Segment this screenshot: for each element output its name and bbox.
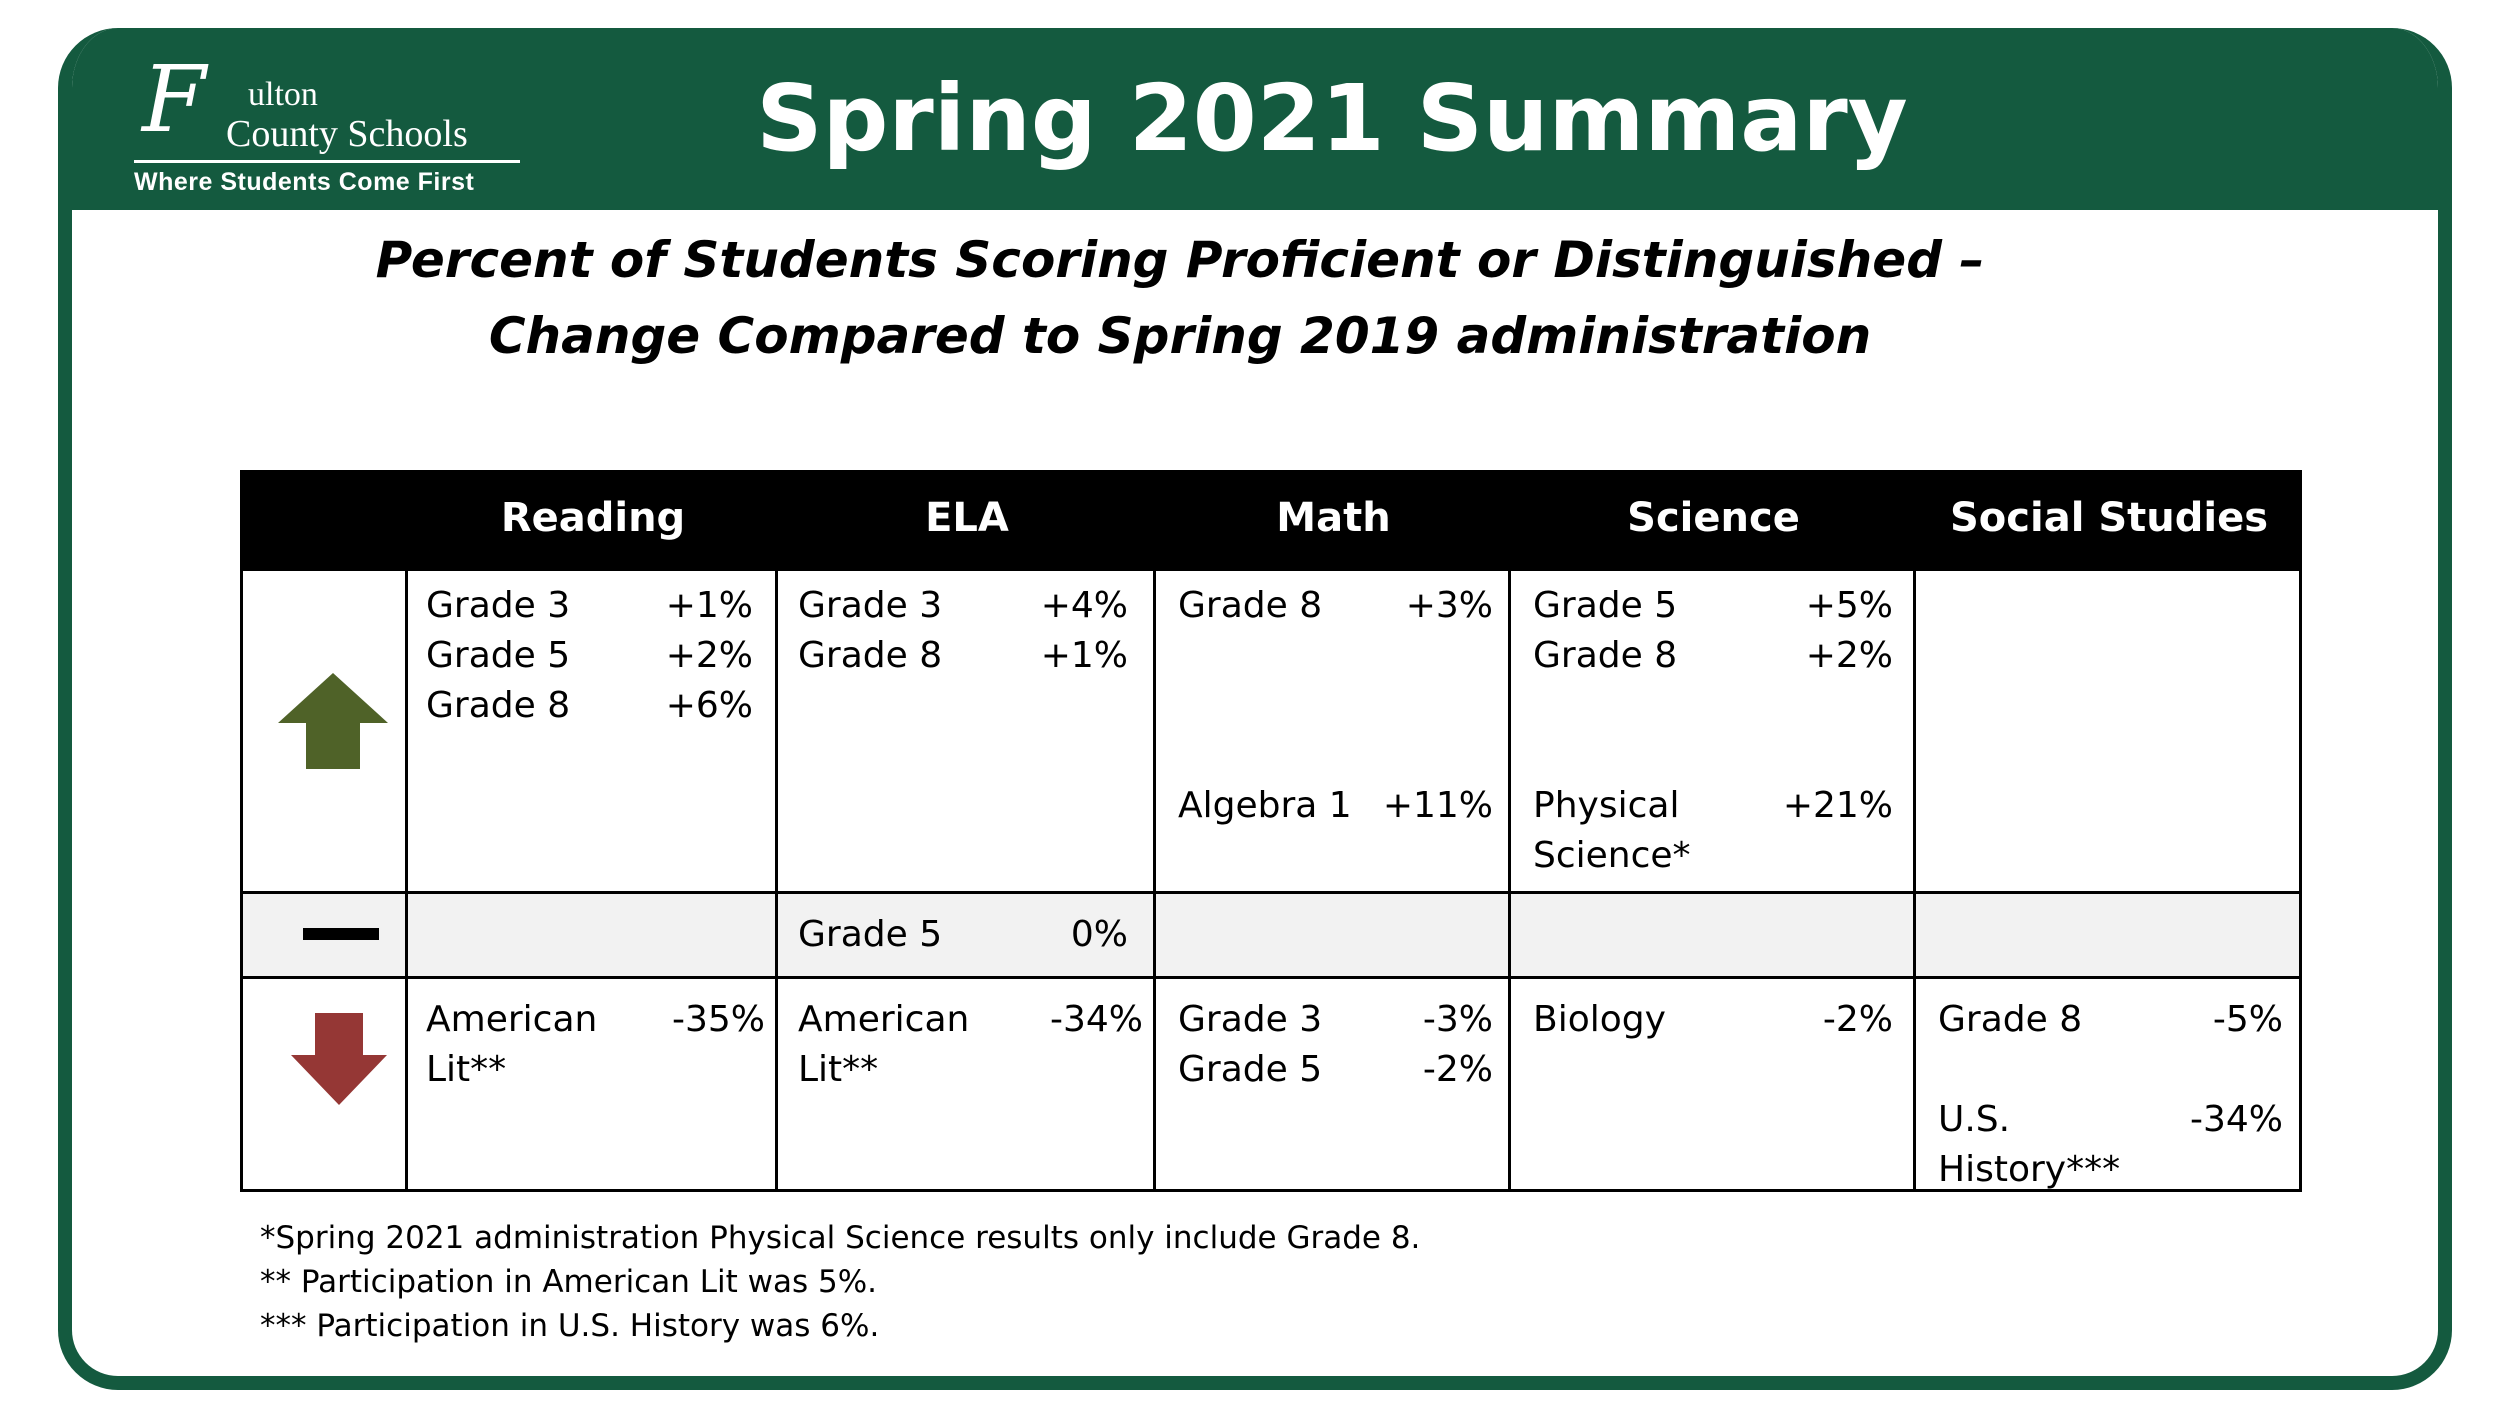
reading-up-label: Grade 5 (426, 635, 571, 676)
ela-no-change-label: Grade 5 (798, 914, 943, 955)
logo-rule (134, 160, 520, 163)
footnote: ** Participation in American Lit was 5%. (260, 1264, 878, 1300)
row-divider (243, 891, 2299, 894)
science-down-label: Biology (1533, 999, 1666, 1040)
subtitle-line-1: Percent of Students Scoring Proficient or Distinguished – (375, 231, 1985, 289)
science-up-label: Physical (1533, 785, 1680, 826)
reading-down-label: American (426, 999, 598, 1040)
reading-down-value: -35% (671, 999, 765, 1040)
science-up-label: Grade 8 (1533, 635, 1678, 676)
footnote: *** Participation in U.S. History was 6%. (260, 1308, 880, 1344)
reading-up-value: +6% (665, 685, 753, 726)
logo-line-1: ulton (248, 76, 318, 113)
math-up-label: Grade 8 (1178, 585, 1323, 626)
science-down-value: -2% (1822, 999, 1893, 1040)
reading-up-value: +2% (665, 635, 753, 676)
footnotes (260, 1216, 2160, 1348)
social-studies-down-value: -34% (2189, 1099, 2283, 1140)
row-divider (243, 976, 2299, 979)
science-up-value: +2% (1805, 635, 1893, 676)
reading-up-value: +1% (665, 585, 753, 626)
logo-letter: F (142, 46, 206, 153)
subtitle-line-2: Change Compared to Spring 2019 administration (488, 307, 1872, 365)
column-divider (1508, 571, 1511, 1192)
math-up-value: +3% (1405, 585, 1493, 626)
reading-up-label: Grade 8 (426, 685, 571, 726)
summary-table (240, 470, 2302, 1192)
math-down-value: -3% (1422, 999, 1493, 1040)
logo-tagline: Where Students Come First (134, 168, 475, 196)
footnote: *Spring 2021 administration Physical Science results only include Grade 8. (260, 1220, 1421, 1256)
science-up-value: +21% (1782, 785, 1893, 826)
column-divider (1153, 571, 1156, 1192)
math-down-label: Grade 3 (1178, 999, 1323, 1040)
header-band (72, 28, 2438, 210)
social-studies-down-label: U.S. (1938, 1099, 2011, 1140)
ela-up-label: Grade 3 (798, 585, 943, 626)
ela-up-label: Grade 8 (798, 635, 943, 676)
math-up-label: Algebra 1 (1178, 785, 1352, 826)
arrow-down-icon (291, 1013, 387, 1105)
column-header-social-studies: Social Studies (1949, 495, 2269, 541)
social-studies-down-label-line-2: History*** (1938, 1149, 2121, 1190)
science-up-value: +5% (1805, 585, 1893, 626)
column-header-science: Science (1627, 495, 1800, 541)
no-change-row-band (243, 893, 2299, 976)
column-divider (1913, 571, 1916, 1192)
math-down-label: Grade 5 (1178, 1049, 1323, 1090)
page-title: Spring 2021 Summary (756, 65, 1908, 172)
social-studies-down-value: -5% (2212, 999, 2283, 1040)
social-studies-down-label: Grade 8 (1938, 999, 2083, 1040)
ela-down-label: American (798, 999, 970, 1040)
science-up-label: Grade 5 (1533, 585, 1678, 626)
column-divider (775, 571, 778, 1192)
ela-up-value: +1% (1040, 635, 1128, 676)
fulton-county-schools-logo (134, 46, 534, 196)
arrow-up-icon (278, 673, 388, 769)
dash-icon (303, 928, 379, 940)
math-down-value: -2% (1422, 1049, 1493, 1090)
ela-no-change-value: 0% (1070, 914, 1128, 955)
column-divider (405, 571, 408, 1192)
math-up-value: +11% (1382, 785, 1493, 826)
column-header-ela: ELA (925, 495, 1009, 541)
subtitle (200, 222, 2160, 374)
ela-up-value: +4% (1040, 585, 1128, 626)
science-up-label-line-2: Science* (1533, 835, 1691, 876)
ela-down-label-line-2: Lit** (798, 1049, 879, 1090)
table-header-row (243, 473, 2299, 571)
logo-line-2: County Schools (226, 113, 468, 155)
column-header-reading: Reading (500, 495, 686, 541)
ela-down-value: -34% (1049, 999, 1143, 1040)
column-header-math: Math (1276, 495, 1391, 541)
reading-up-label: Grade 3 (426, 585, 571, 626)
reading-down-label-line-2: Lit** (426, 1049, 507, 1090)
